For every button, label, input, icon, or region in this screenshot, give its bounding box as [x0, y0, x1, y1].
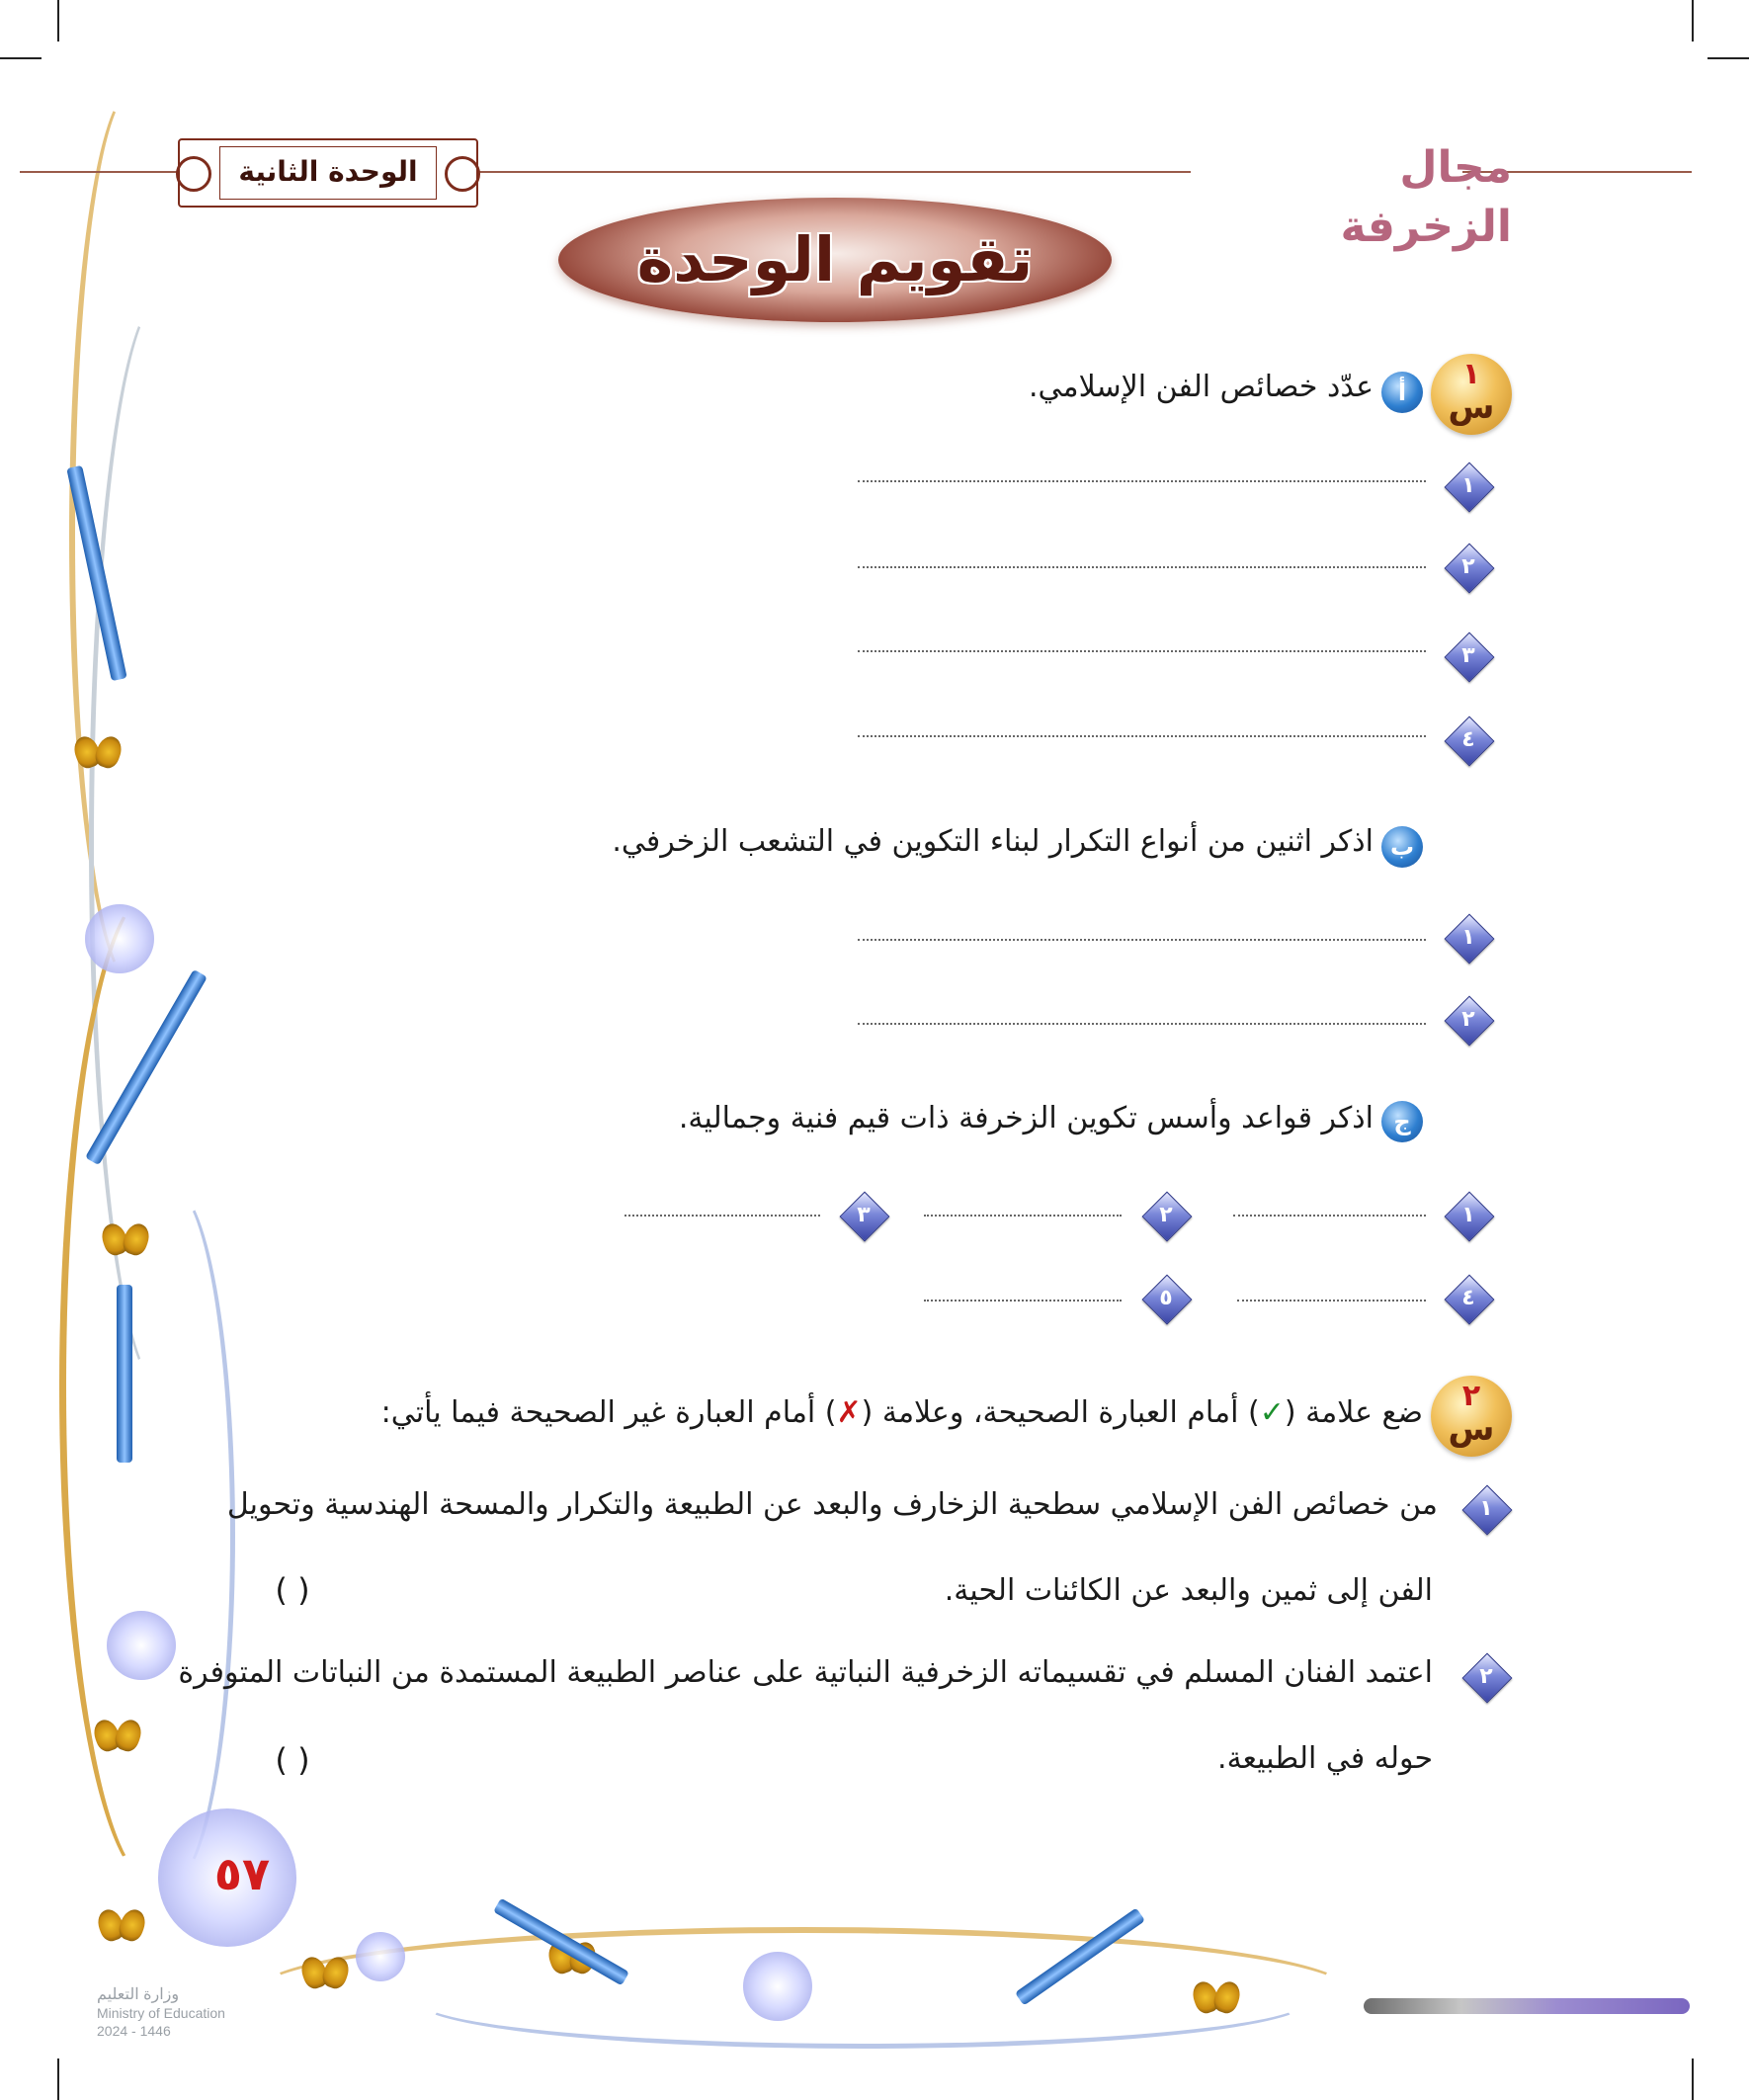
page-title: تقويم الوحدة	[636, 223, 1034, 295]
answer-line[interactable]	[858, 1023, 1426, 1025]
answer-line[interactable]	[858, 939, 1426, 941]
crop-mark	[57, 0, 59, 42]
part-a-badge: أ	[1381, 372, 1423, 413]
answer-parentheses[interactable]: ( )	[275, 1741, 310, 1779]
unit-label: الوحدة الثانية	[219, 146, 437, 200]
header-rule-left	[20, 171, 178, 173]
butterfly-icon	[75, 736, 123, 770]
statement-2-line2: حوله في الطبيعة.	[1217, 1741, 1433, 1776]
answer-marker: ١	[1445, 914, 1492, 962]
crop-mark	[1707, 57, 1749, 59]
answer-marker: ١	[1445, 462, 1492, 510]
answer-line[interactable]	[858, 735, 1426, 737]
ornament-icon	[438, 149, 488, 200]
field-title: مجال الزخرفة	[1340, 142, 1512, 252]
crop-mark	[1692, 2058, 1694, 2100]
answer-marker: ١	[1445, 1192, 1492, 1239]
part-a-question: عدّد خصائص الفن الإسلامي.	[1029, 370, 1374, 404]
flower-icon	[356, 1932, 405, 1981]
question-1-badge: ١ س	[1431, 354, 1512, 435]
statement-1-line2: الفن إلى ثمين والبعد عن الكائنات الحية.	[944, 1573, 1433, 1608]
butterfly-icon	[1194, 1981, 1241, 2015]
answer-line[interactable]	[1237, 1300, 1426, 1302]
crop-mark	[0, 57, 42, 59]
answer-marker: ٢	[1142, 1192, 1190, 1239]
answer-line[interactable]	[858, 566, 1426, 568]
cross-mark-icon: ✗	[836, 1395, 862, 1430]
answer-line[interactable]	[858, 480, 1426, 482]
answer-marker: ٢	[1445, 996, 1492, 1044]
paintbrush-icon	[1364, 1998, 1690, 2014]
flower-icon	[85, 904, 154, 973]
answer-marker: ٢	[1445, 544, 1492, 591]
ministry-logo: وزارة التعليم Ministry of Education 2024 - 1446	[97, 1986, 225, 2039]
part-b-badge: ب	[1381, 826, 1423, 868]
header-rule-middle	[474, 171, 1191, 173]
page-number: ٥٧	[213, 1847, 271, 1900]
part-c-badge: ج	[1381, 1101, 1423, 1142]
statement-2-line1: اعتمد الفنان المسلم في تقسيماته الزخرفية النباتية على عناصر الطبيعة المستمدة من النباتات المتوفرة	[178, 1655, 1433, 1690]
check-mark-icon: ✓	[1259, 1395, 1285, 1430]
statement-marker: ٢	[1462, 1653, 1510, 1701]
part-b-question: اذكر اثنين من أنواع التكرار لبناء التكوين في التشعب الزخرفي.	[612, 824, 1374, 859]
answer-line[interactable]	[625, 1215, 820, 1217]
unit-badge	[178, 138, 478, 208]
answer-marker: ٣	[840, 1192, 887, 1239]
answer-line[interactable]	[858, 650, 1426, 652]
part-c-question: اذكر قواعد وأسس تكوين الزخرفة ذات قيم فنية وجمالية.	[678, 1101, 1374, 1135]
flower-icon	[743, 1952, 812, 2021]
crop-mark	[1692, 0, 1694, 42]
answer-parentheses[interactable]: ( )	[275, 1571, 310, 1609]
flower-icon	[107, 1611, 176, 1680]
answer-marker: ٥	[1142, 1275, 1190, 1322]
butterfly-icon	[95, 1720, 142, 1753]
ornament-icon	[169, 149, 219, 200]
answer-marker: ٣	[1445, 632, 1492, 680]
statement-1-line1: من خصائص الفن الإسلامي سطحية الزخارف والبعد عن الطبيعة والتكرار والمسحة الهندسية وتحويل	[226, 1487, 1438, 1522]
answer-line[interactable]	[924, 1215, 1122, 1217]
question-2-instruction: ضع علامة (✓) أمام العبارة الصحيحة، وعلامة (✗) أمام العبارة غير الصحيحة فيما يأتي:	[380, 1395, 1423, 1430]
butterfly-icon	[99, 1909, 146, 1943]
answer-marker: ٤	[1445, 1275, 1492, 1322]
crop-mark	[57, 2058, 59, 2100]
answer-marker: ٤	[1445, 716, 1492, 764]
statement-marker: ١	[1462, 1485, 1510, 1533]
question-2-badge: ٢ س	[1431, 1376, 1512, 1457]
butterfly-icon	[103, 1223, 150, 1257]
answer-line[interactable]	[1233, 1215, 1426, 1217]
answer-line[interactable]	[924, 1300, 1122, 1302]
butterfly-icon	[302, 1957, 350, 1990]
